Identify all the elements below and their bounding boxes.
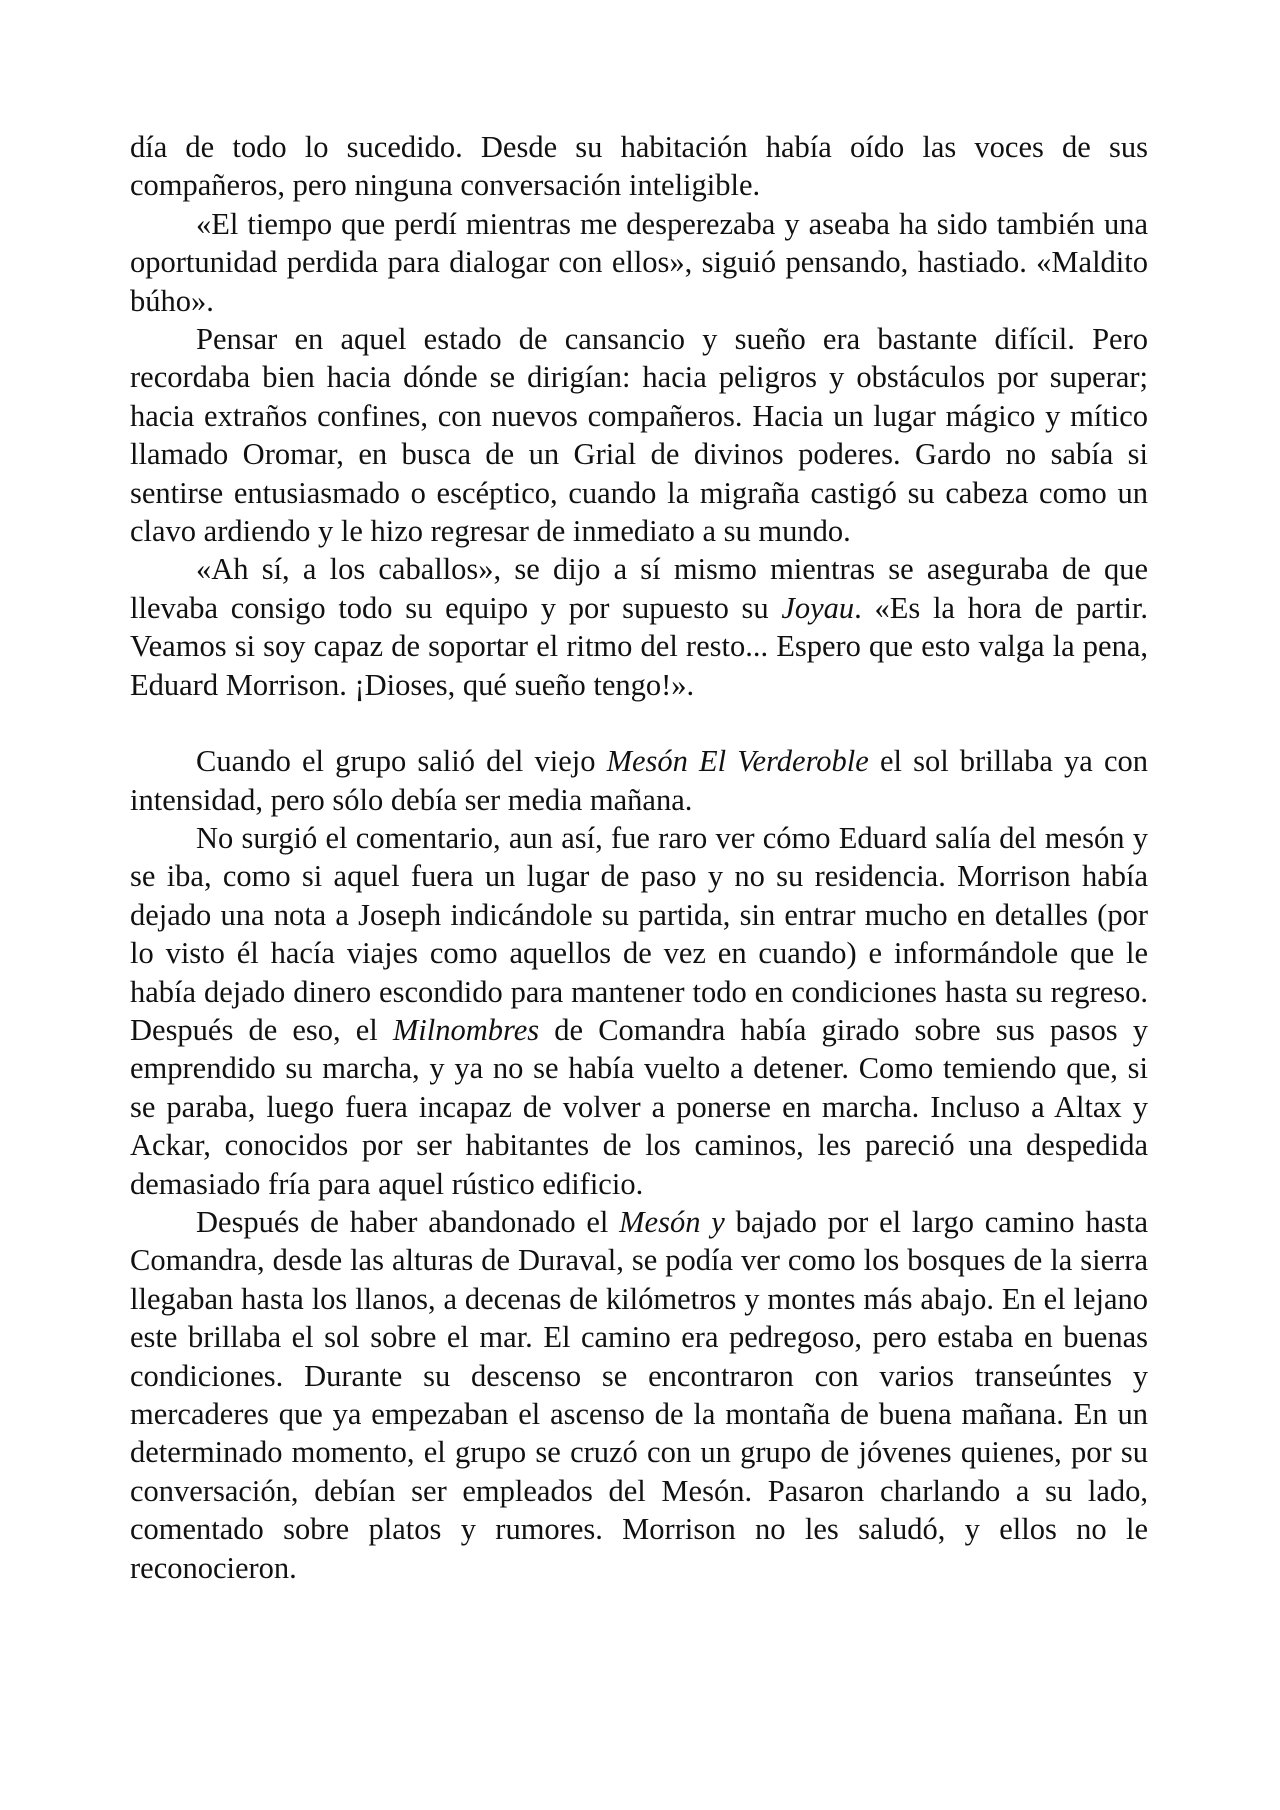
paragraph: día de todo lo sucedido. Desde su habitación había oído las voces de sus compañeros, pero ninguna conversación inteligible. <box>130 130 1148 203</box>
italic-term: Joyau <box>781 590 855 625</box>
italic-term: Mesón El Verderoble <box>606 744 869 779</box>
paragraph: Después de haber abandonado el Mesón y bajado por el largo camino hasta Comandra, desde las alturas de Duraval, se podía ver como los bosques de la sierra llegaban hasta los llanos, a decenas de kilómetros y montes más abajo. En el lejano este brillaba el sol sobre el mar. El camino era pedregoso, pero estaba en buenas condiciones. Durante su descenso se encontraron con varios transeúntes y mercaderes que ya empezaban el ascenso de la montaña de buena mañana. En un determinado momento, el grupo se cruzó con un grupo de jóvenes quienes, por su conversación, debían ser empleados del Mesón. Pasaron charlando a su lado, comentado sobre platos y rumores. Morrison no les saludó, y ellos no le reconocieron. <box>130 1204 1148 1585</box>
document-page <box>130 128 1148 1587</box>
italic-term: Milnombres <box>392 1012 540 1047</box>
paragraph: «Ah sí, a los caballos», se dijo a sí mismo mientras se aseguraba de que llevaba consigo todo su equipo y por supuesto su Joyau. «Es la hora de partir. Veamos si soy capaz de soportar el ritmo del resto... Espero que esto valga la pena, Eduard Morrison. ¡Dioses, qué sueño tengo!». <box>130 552 1149 702</box>
paragraph: Cuando el grupo salió del viejo Mesón El Verderoble el sol brillaba ya con intensidad, pero sólo debía ser media mañana. <box>130 744 1148 817</box>
italic-term: Mesón y <box>619 1204 725 1239</box>
paragraph: No surgió el comentario, aun así, fue raro ver cómo Eduard salía del mesón y se iba, como si aquel fuera un lugar de paso y no su residencia. Morrison había dejado una nota a Joseph indicándole su partida, sin entrar mucho en detalles (por lo visto él hacía viajes como aquellos de vez en cuando) e informándole que le había dejado dinero escondido para mantener todo en condiciones hasta su regreso. Después de eso, el Milnombres de Comandra había girado sobre sus pasos y emprendido su marcha, y ya no se había vuelto a detener. Como temiendo que, si se paraba, luego fuera incapaz de volver a ponerse en marcha. Incluso a Altax y Ackar, conocidos por ser habitantes de los caminos, les pareció una despedida demasiado fría para aquel rústico edificio. <box>130 820 1148 1201</box>
paragraph: Pensar en aquel estado de cansancio y sueño era bastante difícil. Pero recordaba bien hacia dónde se dirigían: hacia peligros y obstáculos por superar; hacia extraños confines, con nuevos compañeros. Hacia un lugar mágico y mítico llamado Oromar, en busca de un Grial de divinos poderes. Gardo no sabía si sentirse entusiasmado o escéptico, cuando la migraña castigó su cabeza como un clavo ardiendo y le hizo regresar de inmediato a su mundo. <box>130 322 1148 549</box>
paragraph: «El tiempo que perdí mientras me desperezaba y aseaba ha sido también una oportunidad perdida para dialogar con ellos», siguió pensando, hastiado. «Maldito búho». <box>130 206 1148 318</box>
